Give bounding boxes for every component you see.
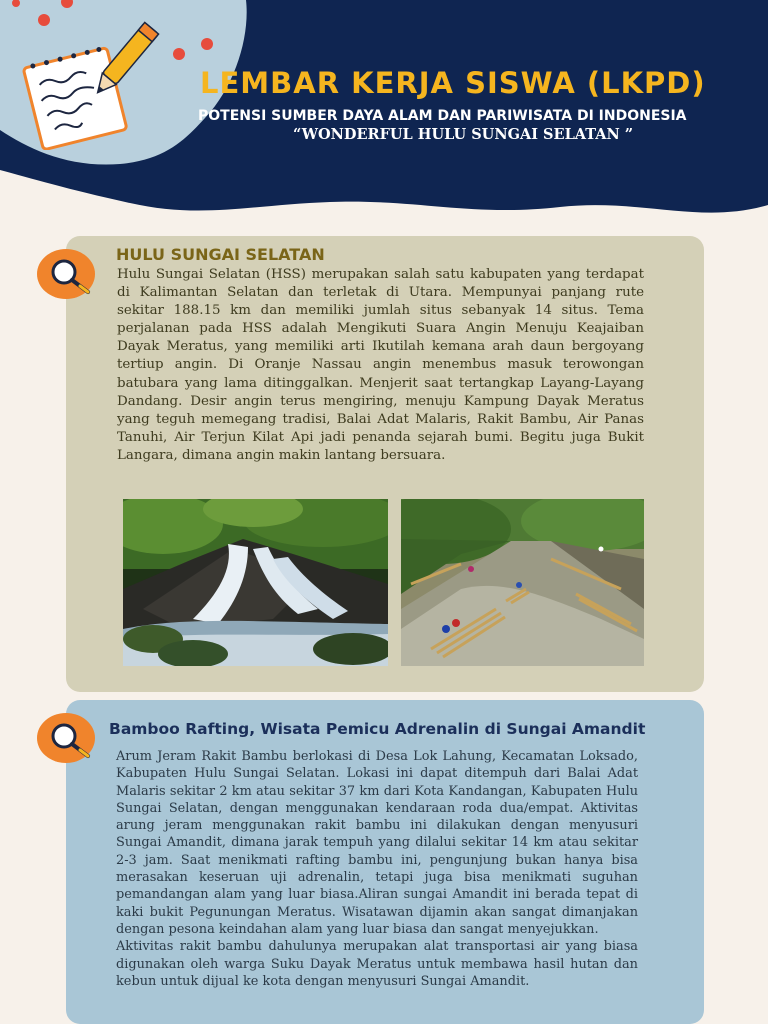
magnifier-icon [36, 712, 100, 764]
section-rafting-paragraph-2: Aktivitas rakit bambu dahulunya merupakan alat transportasi air yang biasa digunakan oleh warga Suku Dayak Meratus untuk membawa hasil hutan dan kebun untuk dijual ke kota dengan menyusuri Sungai Amandit. [116, 939, 638, 989]
waterfall-photo [123, 499, 388, 666]
section-rafting-paragraph-1: Arum Jeram Rakit Bambu berlokasi di Desa Lok Lahung, Kecamatan Loksado, Kabupaten Hulu Sungai Selatan. Lokasi ini dapat ditempuh dari Balai Adat Malaris sekitar 2 km atau sekitar 37 km dari Kota Kandangan, Kabupaten Hulu Sungai Selatan, dengan menggunakan kendaraan roda dua/empat. Aktivitas arung jeram menggunakan rakit bambu ini dilakukan dengan menyusuri Sungai Amandit, dimana jarak tempuh yang dilalui sekitar 14 km atau sekitar 2-3 jam. Saat menikmati rafting bambu ini, pengunjung bukan hanya bisa merasakan keseruan uji adrenalin, tetapi juga bisa menikmati suguhan pemandangan alam yang luar biasa.Aliran sungai Amandit ini berada tepat di kaki bukit Pegunungan Meratus. Wisatawan dijamin akan sangat dimanjakan dengan pesona keindahan alam yang luar biasa dan sangat menyejukkan. [116, 749, 638, 937]
page-theme: “WONDERFUL HULU SUNGAI SELATAN ” [293, 126, 634, 143]
magnifier-icon [36, 248, 100, 300]
page-subtitle: POTENSI SUMBER DAYA ALAM DAN PARIWISATA DI INDONESIA [198, 108, 687, 124]
page-title: LEMBAR KERJA SISWA (LKPD) [200, 66, 706, 100]
notepad-pencil-icon [18, 18, 160, 150]
section-hss-title: HULU SUNGAI SELATAN [116, 245, 325, 264]
bamboo-rafting-photo [401, 499, 644, 666]
section-rafting-body [116, 748, 638, 990]
section-rafting-title: Bamboo Rafting, Wisata Pemicu Adrenalin di Sungai Amandit [109, 720, 646, 738]
section-hss-body: Hulu Sungai Selatan (HSS) merupakan salah satu kabupaten yang terdapat di Kalimantan Selatan dan terletak di Utara. Mempunyai panjang rute sekitar 188.15 km dan memiliki jumlah situs sebanyak 14 situs. Tema perjalanan pada HSS adalah Mengikuti Suara Angin Menuju Keajaiban Dayak Meratus, yang memiliki arti Ikutilah kemana arah daun bergoyang tertiup angin. Di Oranje Nassau angin menembus masuk terowongan batubara yang lama ditinggalkan. Menjerit saat tertangkap Layang-Layang Dandang. Desir angin terus mengiring, menuju Kampung Dayak Meratus yang teguh memegang tradisi, Balai Adat Malaris, Rakit Bambu, Air Panas Tanuhi, Air Terjun Kilat Api jadi penanda sejarah bumi. Begitu juga Bukit Langara, dimana angin makin lantang bersuara. [117, 267, 644, 463]
header-banner [0, 0, 768, 230]
